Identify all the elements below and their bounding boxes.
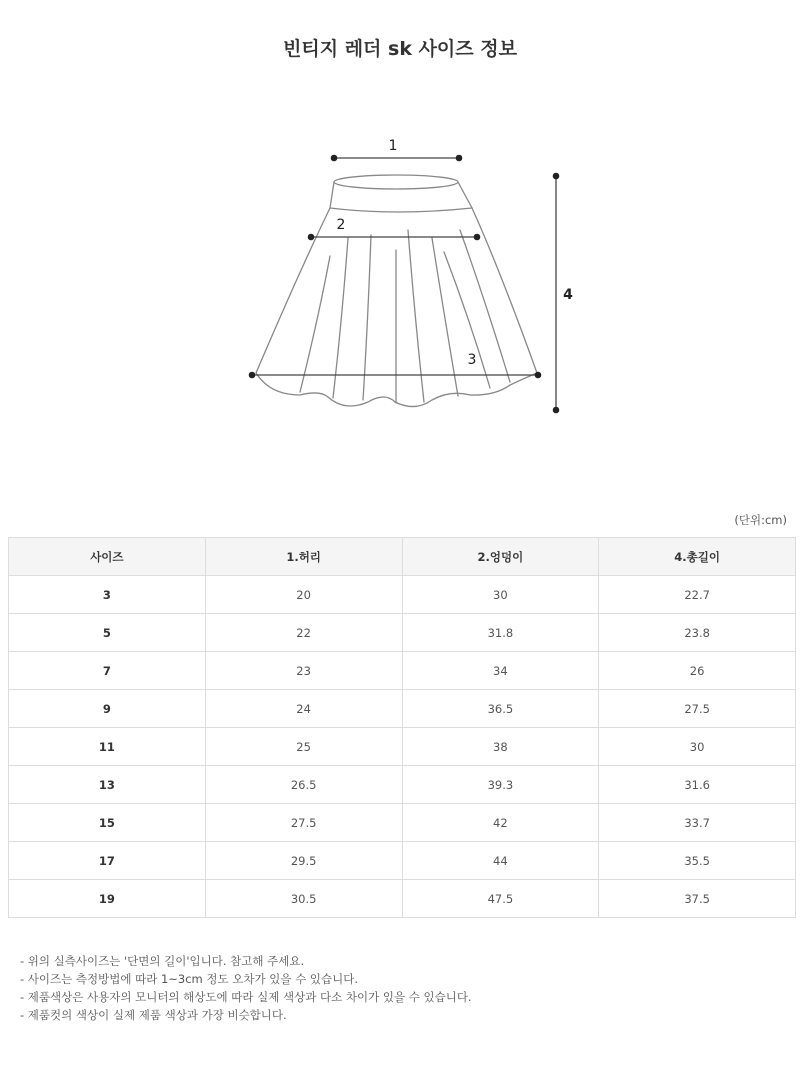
hip-cell: 42 [402,804,599,842]
waist-cell: 26.5 [205,766,402,804]
table-row [9,804,796,842]
hip-label: 2 [336,217,346,233]
skirt-outline [256,175,537,407]
table-row [9,690,796,728]
hip-cell: 34 [402,652,599,690]
total-length-cell: 31.6 [599,766,796,804]
size-cell: 3 [9,576,206,614]
table-row [9,576,796,614]
table-row [9,614,796,652]
page-title: 빈티지 레더 sk 사이즈 정보 [283,38,517,60]
table-row [9,842,796,880]
total-length-cell: 35.5 [599,842,796,880]
table-row [9,652,796,690]
hip-cell: 47.5 [402,880,599,918]
header-total-length: 4.총길이 [599,538,796,576]
hip-end-marker [474,234,481,241]
total-length-cell: 22.7 [599,576,796,614]
table-body [9,576,796,918]
hip-cell: 38 [402,728,599,766]
hem-start-marker [249,372,256,379]
size-cell: 11 [9,728,206,766]
note-item: - 위의 실측사이즈는 '단면의 길이'입니다. 참고해 주세요. [20,954,305,968]
note-item: - 제품색상은 사용자의 모니터의 해상도에 따라 실제 색상과 다소 차이가 있을 수 있습니다. [20,990,472,1004]
size-cell: 15 [9,804,206,842]
waist-cell: 25 [205,728,402,766]
waist-cell: 23 [205,652,402,690]
hem-label: 3 [467,352,477,368]
length-top-marker [553,173,560,180]
size-cell: 7 [9,652,206,690]
table-row [9,880,796,918]
waist-cell: 20 [205,576,402,614]
total-length-cell: 23.8 [599,614,796,652]
length-label: 4 [563,287,573,303]
size-cell: 17 [9,842,206,880]
waist-cell: 27.5 [205,804,402,842]
waist-cell: 24 [205,690,402,728]
total-length-cell: 27.5 [599,690,796,728]
size-cell: 13 [9,766,206,804]
table-header-row [9,538,796,576]
waist-start-marker [331,155,338,162]
length-bottom-marker [553,407,560,414]
note-item: - 제품컷의 색상이 실제 제품 색상과 가장 비슷합니다. [20,1008,287,1022]
skirt-measurement-diagram [0,120,800,430]
total-length-cell: 37.5 [599,880,796,918]
total-length-cell: 30 [599,728,796,766]
total-length-cell: 33.7 [599,804,796,842]
header-waist: 1.허리 [205,538,402,576]
note-item: - 사이즈는 측정방법에 따라 1~3cm 정도 오차가 있을 수 있습니다. [20,972,359,986]
table-row [9,766,796,804]
waist-cell: 30.5 [205,880,402,918]
measurement-lines [252,158,556,410]
hip-cell: 30 [402,576,599,614]
size-cell: 9 [9,690,206,728]
header-size: 사이즈 [9,538,206,576]
waist-cell: 29.5 [205,842,402,880]
notes-list [20,952,472,1024]
waist-label: 1 [388,138,398,154]
hip-cell: 39.3 [402,766,599,804]
unit-note: (단위:cm) [734,513,787,527]
total-length-cell: 26 [599,652,796,690]
hip-cell: 44 [402,842,599,880]
hip-start-marker [308,234,315,241]
hip-cell: 31.8 [402,614,599,652]
size-table [8,537,796,918]
size-cell: 19 [9,880,206,918]
waist-cell: 22 [205,614,402,652]
hem-end-marker [535,372,542,379]
header-hip: 2.엉덩이 [402,538,599,576]
waist-end-marker [456,155,463,162]
size-cell: 5 [9,614,206,652]
hip-cell: 36.5 [402,690,599,728]
table-row [9,728,796,766]
